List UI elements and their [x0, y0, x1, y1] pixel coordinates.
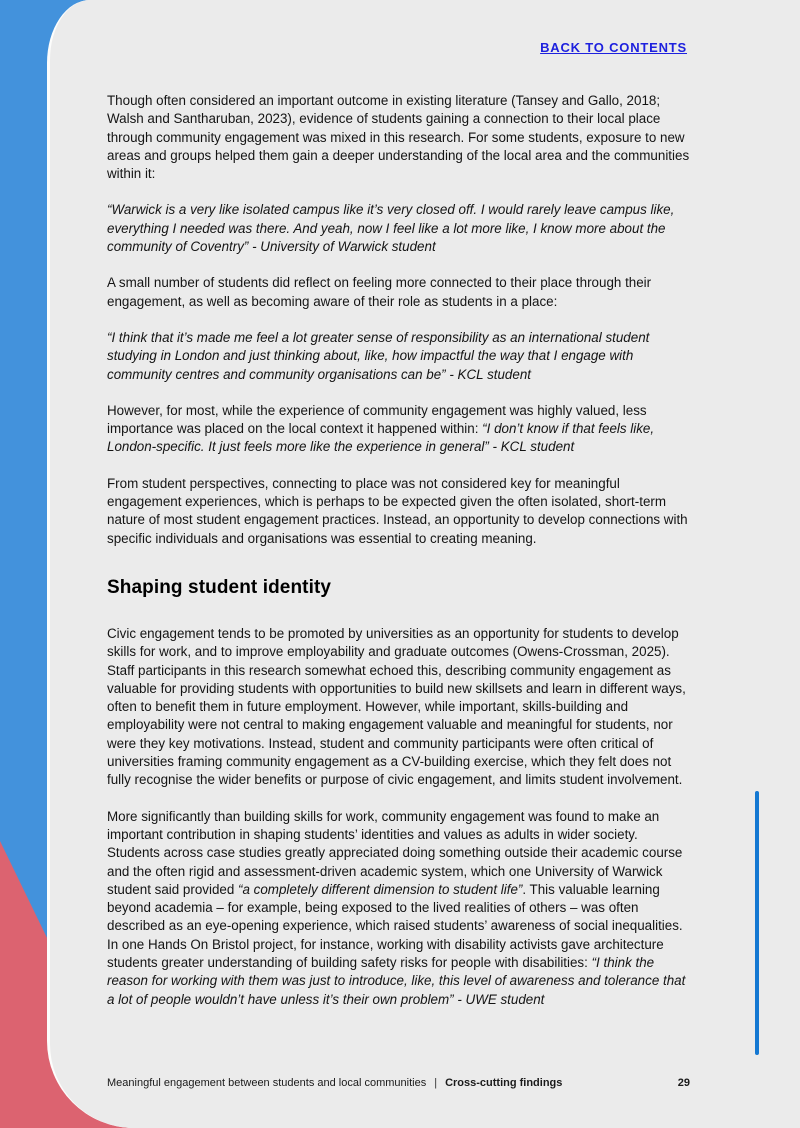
text-run: A small number of students did reflect on feeling more connected to their place through their engagement, as well as becoming aware of their role as students in a place:	[107, 275, 652, 309]
paragraph	[107, 625, 694, 790]
text-run: “I think the reason for working with them was just to introduce, like, this level of awareness and tolerance that a lot of people wouldn’t have unless it’s their own problem” - UWE student	[107, 954, 686, 1007]
text-run: From student perspectives, connecting to place was not considered key for meaningful engagement experiences, which is perhaps to be expected given the often isolated, short-term nature of most student engagement practices. Instead, an opportunity to develop connections with specific individuals and organisations was essential to creating meaning.	[107, 475, 688, 546]
page-footer	[107, 1076, 690, 1090]
text-run: “Warwick is a very like isolated campus like it’s very closed off. I would rarely leave campus like, everything I needed was there. And yeah, now I feel like a lot more like, I know more about the community of Coventry” - University of Warwick student	[107, 202, 675, 255]
paragraph	[107, 92, 694, 183]
text-run: More significantly than building skills for work, community engagement was found to make an important contribution in shaping students’ identities and values as adults in wider society. Students across case studies greatly appreciated doing something outside their academic course and the often rigid and assessment-driven academic system, which one University of Warwick student said provided	[107, 808, 683, 897]
footer-doc-title: Meaningful engagement between students and local communities	[107, 1077, 427, 1089]
text-run: Civic engagement tends to be promoted by universities as an opportunity for students to develop skills for work, and to improve employability and graduate outcomes (Owens-Crossman, 2025). Staff participants in this research somewhat echoed this, describing community engagement as valuable for providing students with opportunities to build new skillsets and learn in different ways, often to benefit them in future employment. However, while important, skills-building and employability were not central to making engagement valuable and meaningful for students, nor were they key motivations. Instead, student and community participants were often critical of universities framing community engagement as a CV-building exercise, which they felt does not fully recognise the wider benefits or purpose of civic engagement, and limits student involvement.	[107, 625, 686, 788]
text-run: “a completely different dimension to student life”	[238, 881, 523, 897]
text-run: “I don’t know if that feels like, London-specific. It just feels more like the experience in general” - KCL student	[107, 421, 655, 455]
text-run: . This valuable learning beyond academia – for example, being exposed to the lived realities of others – was often described as an eye-opening experience, which raised students’ awareness of social inequalities. In one Hands On Bristol project, for instance, working with disability activists gave architecture students greater understanding of building safety risks for people with disabilities:	[107, 881, 683, 970]
paragraph	[107, 808, 694, 1009]
quote-paragraph	[107, 329, 694, 384]
footer-section-title: Cross-cutting findings	[445, 1077, 563, 1089]
right-accent-line	[755, 791, 759, 1055]
body-text-column	[107, 92, 694, 1027]
section-heading: Shaping student identity	[107, 576, 332, 598]
text-run: Though often considered an important outcome in existing literature (Tansey and Gallo, 2018; Walsh and Santharuban, 2023), evidence of students gaining a connection to their local place through community engagement was mixed in this research. For some students, exposure to new areas and groups helped them gain a deeper understanding of the local area and the communities within it:	[107, 93, 690, 182]
text-run: However, for most, while the experience of community engagement was highly valued, less importance was placed on the local context it happened within:	[107, 402, 647, 437]
back-to-contents-link[interactable]: BACK TO CONTENTS	[540, 40, 687, 55]
quote-paragraph	[107, 201, 694, 256]
paragraph	[107, 274, 694, 311]
paragraph	[107, 402, 694, 457]
footer-separator: |	[434, 1077, 438, 1089]
page-number: 29	[677, 1077, 690, 1089]
paragraph	[107, 475, 694, 548]
footer-left	[107, 1076, 562, 1090]
text-run: “I think that it’s made me feel a lot greater sense of responsibility as an international student studying in London and just thinking about, like, how impactful the way that I engage with community centres and community organisations can be” - KCL student	[107, 329, 650, 382]
